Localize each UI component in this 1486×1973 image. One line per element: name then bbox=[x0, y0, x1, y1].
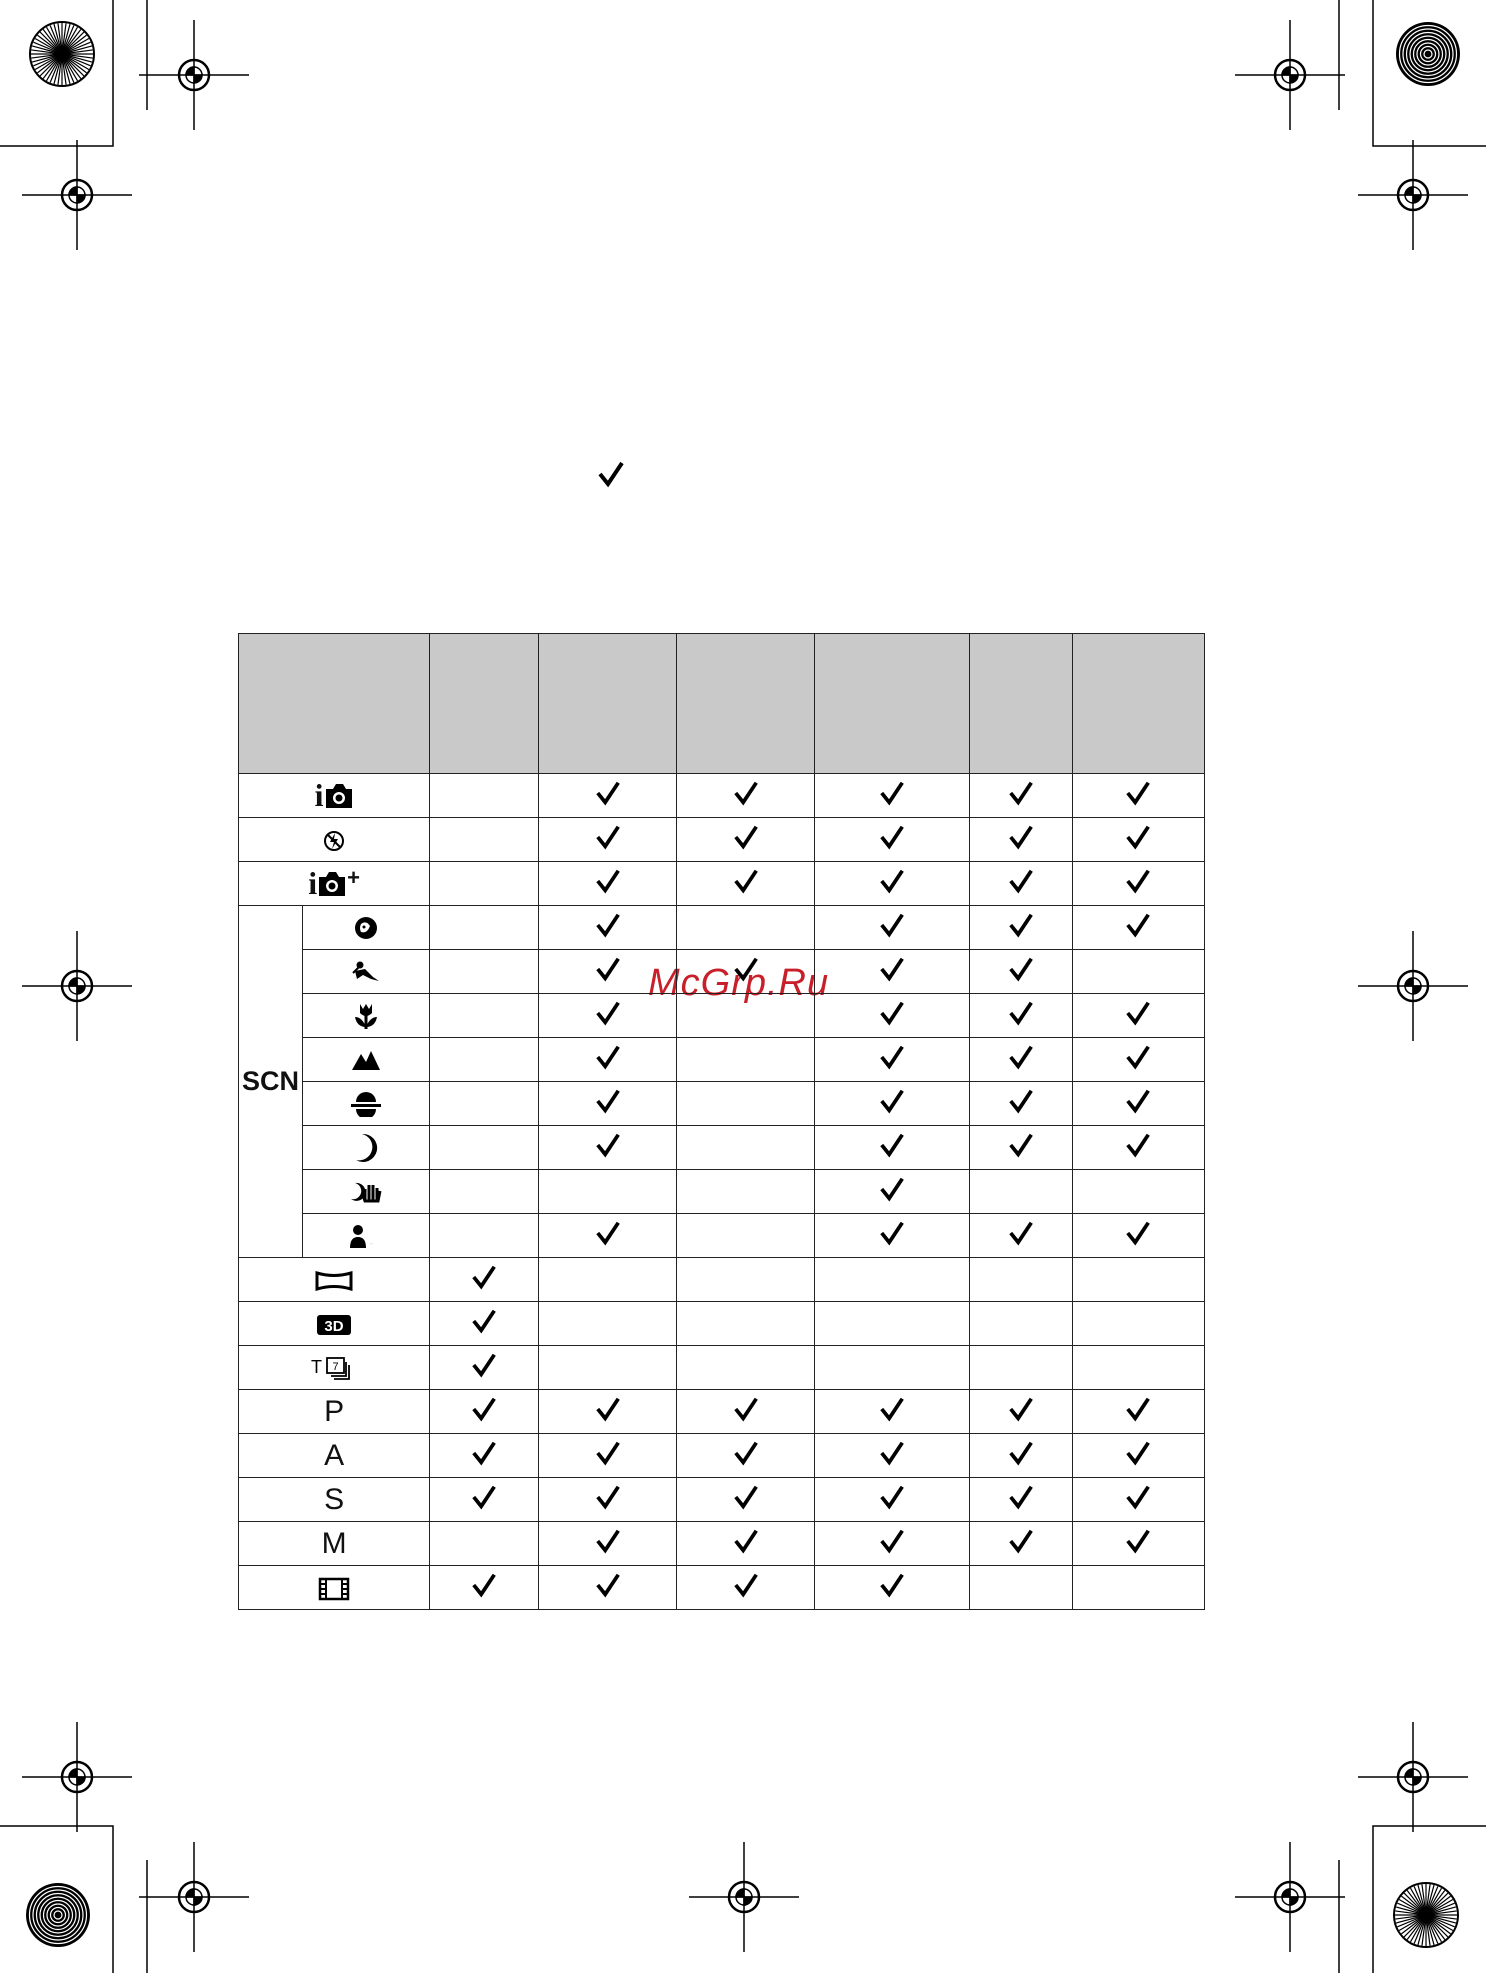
concentric-mark-tr bbox=[1396, 22, 1460, 86]
check-icon bbox=[732, 823, 760, 851]
registration-target-icon bbox=[689, 1842, 799, 1952]
table-cell bbox=[1072, 1214, 1204, 1258]
table-row bbox=[239, 1302, 1205, 1346]
table-cell bbox=[969, 862, 1072, 906]
table-cell bbox=[814, 862, 969, 906]
check-icon bbox=[1124, 1219, 1152, 1247]
table-cell bbox=[677, 1434, 814, 1478]
check-icon bbox=[594, 823, 622, 851]
header-cell bbox=[239, 634, 430, 774]
table-cell bbox=[814, 1302, 969, 1346]
check-icon bbox=[1007, 1131, 1035, 1159]
check-icon bbox=[1124, 1395, 1152, 1423]
check-icon bbox=[732, 867, 760, 895]
table-cell bbox=[677, 1346, 814, 1390]
table-cell bbox=[814, 1126, 969, 1170]
table-cell bbox=[539, 1390, 677, 1434]
check-icon bbox=[1124, 1439, 1152, 1467]
table-cell bbox=[430, 906, 539, 950]
check-icon bbox=[594, 1219, 622, 1247]
table-cell bbox=[969, 1038, 1072, 1082]
check-icon bbox=[1124, 823, 1152, 851]
table-cell bbox=[969, 1126, 1072, 1170]
mode-a: A bbox=[239, 1434, 430, 1478]
check-icon bbox=[732, 1395, 760, 1423]
concentric-mark-bl bbox=[26, 1883, 90, 1947]
table-cell bbox=[1072, 1258, 1204, 1302]
check-icon bbox=[732, 955, 760, 983]
check-icon bbox=[470, 1395, 498, 1423]
check-icon bbox=[732, 1439, 760, 1467]
table-cell bbox=[539, 1434, 677, 1478]
table-cell bbox=[969, 1214, 1072, 1258]
check-icon bbox=[470, 1263, 498, 1291]
svg-text:T: T bbox=[311, 1357, 323, 1378]
table-cell bbox=[969, 1390, 1072, 1434]
table-cell bbox=[677, 818, 814, 862]
check-icon bbox=[878, 1131, 906, 1159]
table-cell bbox=[430, 1566, 539, 1610]
mode-m: M bbox=[239, 1522, 430, 1566]
table-cell bbox=[539, 1478, 677, 1522]
table-cell bbox=[814, 1082, 969, 1126]
table-row bbox=[239, 1258, 1205, 1302]
scn-night-icon bbox=[303, 1126, 430, 1170]
table-cell bbox=[814, 1214, 969, 1258]
table-cell bbox=[430, 994, 539, 1038]
table-cell bbox=[1072, 774, 1204, 818]
registration-target-icon bbox=[1358, 140, 1468, 250]
check-icon bbox=[732, 1571, 760, 1599]
table-cell bbox=[1072, 1302, 1204, 1346]
table-row bbox=[239, 862, 1205, 906]
check-icon bbox=[1124, 867, 1152, 895]
table-cell bbox=[539, 1566, 677, 1610]
table-cell bbox=[539, 1038, 677, 1082]
table-cell bbox=[1072, 862, 1204, 906]
table-cell bbox=[539, 818, 677, 862]
check-icon bbox=[878, 1439, 906, 1467]
header-cell bbox=[1072, 634, 1204, 774]
table-cell bbox=[814, 1346, 969, 1390]
table-cell bbox=[539, 1346, 677, 1390]
table-row bbox=[239, 1038, 1205, 1082]
registration-target-icon bbox=[1358, 1722, 1468, 1832]
table-row bbox=[239, 1566, 1205, 1610]
table-cell bbox=[430, 1258, 539, 1302]
table-cell bbox=[969, 1082, 1072, 1126]
table-cell bbox=[814, 1038, 969, 1082]
check-icon bbox=[1007, 1395, 1035, 1423]
table-cell bbox=[677, 1214, 814, 1258]
table-cell bbox=[430, 950, 539, 994]
table-cell bbox=[677, 1126, 814, 1170]
table-cell bbox=[814, 1170, 969, 1214]
table-cell bbox=[814, 1522, 969, 1566]
check-icon bbox=[594, 1087, 622, 1115]
scn-mode-label: SCN bbox=[239, 906, 303, 1258]
check-icon bbox=[1124, 779, 1152, 807]
table-cell bbox=[539, 906, 677, 950]
table-cell bbox=[1072, 818, 1204, 862]
table-cell bbox=[969, 818, 1072, 862]
table-cell bbox=[814, 774, 969, 818]
table-cell bbox=[969, 1258, 1072, 1302]
table-row bbox=[239, 1082, 1205, 1126]
check-icon bbox=[594, 1043, 622, 1071]
svg-text:7: 7 bbox=[332, 1361, 339, 1374]
check-icon bbox=[878, 823, 906, 851]
table-cell bbox=[1072, 1170, 1204, 1214]
table-row bbox=[239, 1170, 1205, 1214]
table-cell bbox=[1072, 906, 1204, 950]
check-icon bbox=[470, 1483, 498, 1511]
table-header-row bbox=[239, 634, 1205, 774]
table-cell bbox=[430, 818, 539, 862]
table-cell bbox=[677, 1082, 814, 1126]
scn-landscape-icon bbox=[303, 1038, 430, 1082]
check-icon bbox=[1007, 867, 1035, 895]
scn-soft-skin-icon bbox=[303, 906, 430, 950]
table-cell bbox=[1072, 1082, 1204, 1126]
no-flash-icon bbox=[239, 818, 430, 862]
check-icon bbox=[1007, 1219, 1035, 1247]
check-icon bbox=[470, 1307, 498, 1335]
table-cell bbox=[677, 1038, 814, 1082]
table-cell bbox=[677, 1258, 814, 1302]
check-icon bbox=[596, 459, 626, 489]
check-icon bbox=[1007, 999, 1035, 1027]
registration-target-icon bbox=[22, 931, 132, 1041]
table-row bbox=[239, 1390, 1205, 1434]
scn-handheld-twilight-icon bbox=[303, 1170, 430, 1214]
table-cell bbox=[1072, 1434, 1204, 1478]
table-cell bbox=[430, 862, 539, 906]
table-cell bbox=[677, 1522, 814, 1566]
compatibility-table bbox=[238, 633, 1205, 1610]
check-icon bbox=[878, 1395, 906, 1423]
check-icon bbox=[470, 1351, 498, 1379]
check-icon bbox=[732, 779, 760, 807]
watermark: McGrp.Ru bbox=[648, 962, 830, 1004]
check-icon bbox=[1124, 999, 1152, 1027]
check-icon bbox=[1124, 1087, 1152, 1115]
check-icon bbox=[1007, 1483, 1035, 1511]
table-cell bbox=[539, 1214, 677, 1258]
check-icon bbox=[1007, 1439, 1035, 1467]
table-cell bbox=[1072, 950, 1204, 994]
check-icon bbox=[470, 1439, 498, 1467]
scn-night-portrait-icon bbox=[303, 1214, 430, 1258]
check-icon bbox=[1124, 1131, 1152, 1159]
check-icon bbox=[878, 779, 906, 807]
table-cell bbox=[677, 862, 814, 906]
scn-macro-icon bbox=[303, 994, 430, 1038]
mode-p: P bbox=[239, 1390, 430, 1434]
scn-sunset-icon bbox=[303, 1082, 430, 1126]
table-cell bbox=[677, 1390, 814, 1434]
table-cell bbox=[1072, 1126, 1204, 1170]
table-row bbox=[239, 818, 1205, 862]
i-camera-icon: i bbox=[239, 774, 430, 818]
check-icon bbox=[732, 1527, 760, 1555]
table-cell bbox=[969, 1522, 1072, 1566]
check-icon bbox=[878, 867, 906, 895]
table-row bbox=[239, 1478, 1205, 1522]
check-icon bbox=[594, 867, 622, 895]
3d-icon bbox=[239, 1302, 430, 1346]
scn-sports-icon bbox=[303, 950, 430, 994]
table-cell bbox=[539, 1258, 677, 1302]
check-icon bbox=[594, 911, 622, 939]
table-cell bbox=[677, 1566, 814, 1610]
check-icon bbox=[1007, 1527, 1035, 1555]
table-cell bbox=[814, 906, 969, 950]
svg-text:3D: 3D bbox=[324, 1318, 344, 1336]
table-cell bbox=[539, 1082, 677, 1126]
table-cell bbox=[430, 774, 539, 818]
table-cell bbox=[814, 1566, 969, 1610]
registration-target-icon bbox=[1235, 20, 1345, 130]
check-icon bbox=[1007, 1043, 1035, 1071]
table-cell bbox=[677, 1302, 814, 1346]
table-cell bbox=[1072, 994, 1204, 1038]
check-icon bbox=[878, 955, 906, 983]
table-cell bbox=[969, 1302, 1072, 1346]
table-cell bbox=[430, 1522, 539, 1566]
table-cell bbox=[969, 906, 1072, 950]
table-cell bbox=[539, 774, 677, 818]
table-cell bbox=[430, 1214, 539, 1258]
i-camera-plus-icon: i + bbox=[239, 862, 430, 906]
table-cell bbox=[1072, 1346, 1204, 1390]
check-icon bbox=[878, 1043, 906, 1071]
check-icon bbox=[1007, 779, 1035, 807]
table-cell bbox=[969, 1434, 1072, 1478]
table-cell bbox=[430, 1302, 539, 1346]
check-icon bbox=[878, 1219, 906, 1247]
table-cell bbox=[969, 994, 1072, 1038]
table-cell bbox=[677, 1478, 814, 1522]
table-cell bbox=[677, 1170, 814, 1214]
table-cell bbox=[969, 950, 1072, 994]
table-cell bbox=[814, 950, 969, 994]
check-icon bbox=[594, 999, 622, 1027]
registration-target-icon bbox=[139, 1842, 249, 1952]
table-cell bbox=[969, 1346, 1072, 1390]
check-icon bbox=[878, 911, 906, 939]
check-icon bbox=[1124, 911, 1152, 939]
table-cell bbox=[539, 1302, 677, 1346]
table-cell bbox=[814, 818, 969, 862]
check-icon bbox=[1007, 911, 1035, 939]
table-cell bbox=[430, 1478, 539, 1522]
table-cell bbox=[1072, 1390, 1204, 1434]
check-icon bbox=[594, 955, 622, 983]
check-icon bbox=[594, 1571, 622, 1599]
table-cell bbox=[539, 862, 677, 906]
table-row bbox=[239, 1522, 1205, 1566]
table-cell bbox=[814, 1390, 969, 1434]
table-cell bbox=[539, 1126, 677, 1170]
check-icon bbox=[1007, 823, 1035, 851]
table-cell bbox=[430, 1434, 539, 1478]
check-icon bbox=[594, 1483, 622, 1511]
table-row bbox=[239, 1126, 1205, 1170]
check-icon bbox=[1124, 1043, 1152, 1071]
table-cell bbox=[430, 1170, 539, 1214]
table-cell bbox=[539, 1170, 677, 1214]
table-row bbox=[239, 906, 1205, 950]
table-cell bbox=[969, 1170, 1072, 1214]
check-icon bbox=[732, 1483, 760, 1511]
check-icon bbox=[878, 999, 906, 1027]
table-row bbox=[239, 1434, 1205, 1478]
table-cell bbox=[677, 774, 814, 818]
panorama-icon bbox=[239, 1258, 430, 1302]
table-cell bbox=[430, 1038, 539, 1082]
check-icon bbox=[594, 1439, 622, 1467]
check-icon bbox=[1007, 955, 1035, 983]
table-cell bbox=[969, 1478, 1072, 1522]
movie-icon bbox=[239, 1566, 430, 1610]
table-cell bbox=[1072, 1478, 1204, 1522]
table-cell bbox=[539, 950, 677, 994]
table-cell bbox=[814, 1258, 969, 1302]
registration-target-icon bbox=[22, 1722, 132, 1832]
header-cell bbox=[430, 634, 539, 774]
table-row bbox=[239, 1214, 1205, 1258]
check-icon bbox=[1124, 1483, 1152, 1511]
check-icon bbox=[1007, 1087, 1035, 1115]
check-icon bbox=[594, 1527, 622, 1555]
table-cell bbox=[677, 906, 814, 950]
table-cell bbox=[430, 1346, 539, 1390]
header-cell bbox=[969, 634, 1072, 774]
table-cell bbox=[969, 774, 1072, 818]
table-cell bbox=[677, 950, 814, 994]
table-row bbox=[239, 1346, 1205, 1390]
table-cell bbox=[539, 1522, 677, 1566]
table-row bbox=[239, 994, 1205, 1038]
table-cell bbox=[677, 994, 814, 1038]
check-icon bbox=[594, 1395, 622, 1423]
header-cell bbox=[677, 634, 814, 774]
table-cell bbox=[814, 1478, 969, 1522]
table-cell bbox=[1072, 1566, 1204, 1610]
check-icon bbox=[594, 779, 622, 807]
table-cell bbox=[814, 1434, 969, 1478]
registration-target-icon bbox=[1358, 931, 1468, 1041]
table-row bbox=[239, 774, 1205, 818]
tele-zoom-burst-icon bbox=[239, 1346, 430, 1390]
check-icon bbox=[878, 1483, 906, 1511]
registration-target-icon bbox=[139, 20, 249, 130]
table-cell bbox=[430, 1126, 539, 1170]
check-icon bbox=[878, 1571, 906, 1599]
registration-target-icon bbox=[22, 140, 132, 250]
table-cell bbox=[1072, 1038, 1204, 1082]
check-icon bbox=[878, 1527, 906, 1555]
registration-target-icon bbox=[1235, 1842, 1345, 1952]
header-cell bbox=[814, 634, 969, 774]
table-cell bbox=[430, 1390, 539, 1434]
table-cell bbox=[814, 994, 969, 1038]
table-cell bbox=[969, 1566, 1072, 1610]
check-icon bbox=[470, 1571, 498, 1599]
mode-s: S bbox=[239, 1478, 430, 1522]
check-icon bbox=[878, 1175, 906, 1203]
table-cell bbox=[1072, 1522, 1204, 1566]
table-cell bbox=[539, 994, 677, 1038]
table-row bbox=[239, 950, 1205, 994]
header-cell bbox=[539, 634, 677, 774]
check-icon bbox=[594, 1131, 622, 1159]
check-icon bbox=[1124, 1527, 1152, 1555]
check-icon bbox=[878, 1087, 906, 1115]
table-cell bbox=[430, 1082, 539, 1126]
